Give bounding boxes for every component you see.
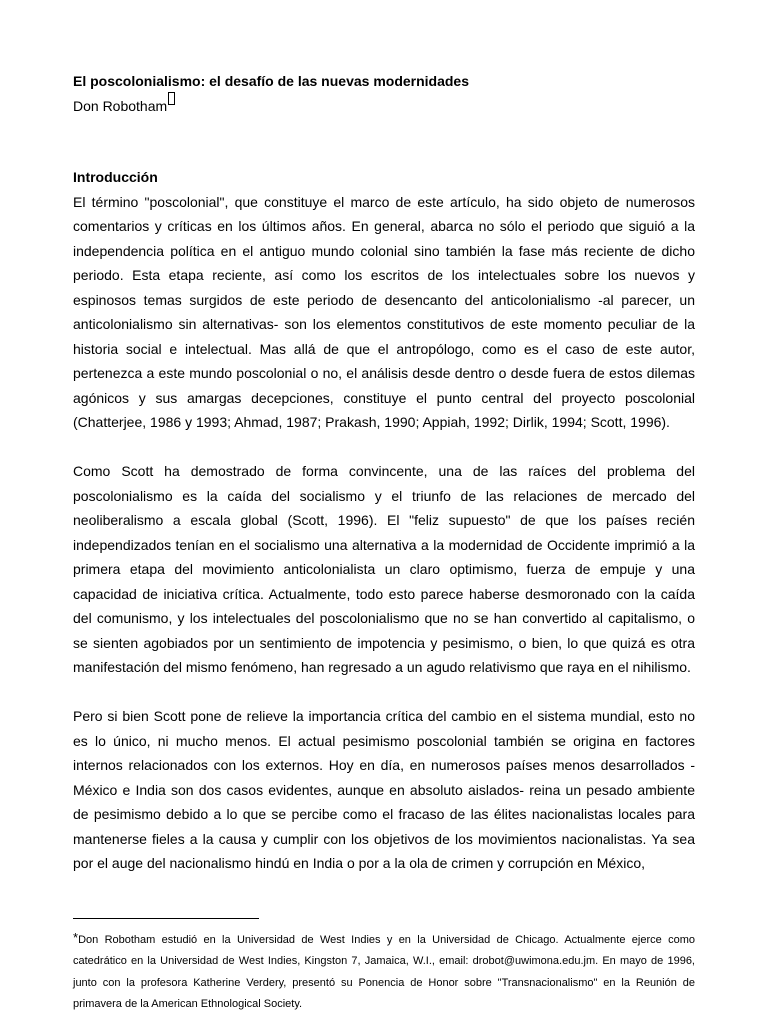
footnote: [73, 927, 695, 1016]
paragraph-2: Como Scott ha demostrado de forma convincente, una de las raíces del problema del poscolonialismo es la caída del socialismo y el triunfo de las relaciones de mercado del neoliberalismo a escala global (Scott, 1996). El "feliz supuesto" de que los países recién independizados tenían en el socialismo una alternativa a la modernidad de Occidente imprimió a la primera etapa del movimiento anticolonialista un claro optimismo, fuerza de empuje y una capacidad de iniciativa crítica. Actualmente, todo esto parece haberse desmoronado con la caída del comunismo, y los intelectuales del poscolonialismo que no se han convertido al capitalismo, o se sienten agobiados por un sentimiento de impotencia y pesimismo, o bien, lo que quizá es otra manifestación del mismo fenómeno, han regresado a un agudo relativismo que raya en el nihilismo.: [73, 463, 695, 675]
paragraph-1: El término "poscolonial", que constituye el marco de este artículo, ha sido objeto de numerosos comentarios y críticas en los últimos años. En general, abarca no sólo el periodo que siguió a la independencia política en el antiguo mundo colonial sino también la fase más reciente de dicho periodo. Esta etapa reciente, así como los escritos de los intelectuales sobre los nuevos y espinosos temas surgidos de este periodo de desencanto del anticolonialismo -al parecer, un anticolonialismo sin alternativas- son los elementos constitutivos de este momento peculiar de la historia social e intelectual. Mas allá de que el antropólogo, como es el caso de este autor, pertenezca a este mundo poscolonial o no, el análisis desde dentro o desde fuera de estos dilemas agónicos y sus amargas decepciones, constituye el punto central del proyecto poscolonial (Chatterjee, 1986 y 1993; Ahmad, 1987; Prakash, 1990; Appiah, 1992; Dirlik, 1994; Scott, 1996).: [73, 193, 695, 430]
footnote-text: Don Robotham estudió en la Universidad de West Indies y en la Universidad de Chicago. Actualmente ejerce como catedrático en la Universidad de West Indies, Kingston 7, Jamaica, W.I., email: drobot@uwimona.edu.jm. En mayo de 1996, junto con la profesora Katherine Verdery, presentó su Ponencia de Honor sobre "Transnacionalismo" en la Reunión de primavera de la American Ethnological Society.: [73, 934, 695, 1011]
document-title: El poscolonialismo: el desafío de las nuevas modernidades: [73, 73, 470, 89]
section-introduction: [73, 165, 695, 876]
author-line: [73, 92, 695, 117]
paragraph-3: Pero si bien Scott pone de relieve la importancia crítica del cambio en el sistema mundial, esto no es lo único, ni mucho menos. El actual pesimismo poscolonial también se origina en factores internos relacionados con los externos. Hoy en día, en numerosos países menos desarrollados - México e India son dos casos evidentes, aunque en absoluto aislados- reina un pesado ambiente de pesimismo debido a lo que se percibe como el fracaso de las élites nacionalistas locales para mantenerse fieles a la causa y cumplir con los objetivos de los movimientos nacionalistas. Ya sea por el auge del nacionalismo hindú en India o por a la ola de crimen y corrupción en México,: [73, 708, 695, 871]
footnote-marker: *: [73, 930, 79, 945]
footnote-reference-marker: [168, 92, 175, 105]
author-name: Don Robotham: [73, 98, 168, 114]
footnote-separator: [73, 918, 259, 919]
section-heading: Introducción: [73, 169, 158, 185]
